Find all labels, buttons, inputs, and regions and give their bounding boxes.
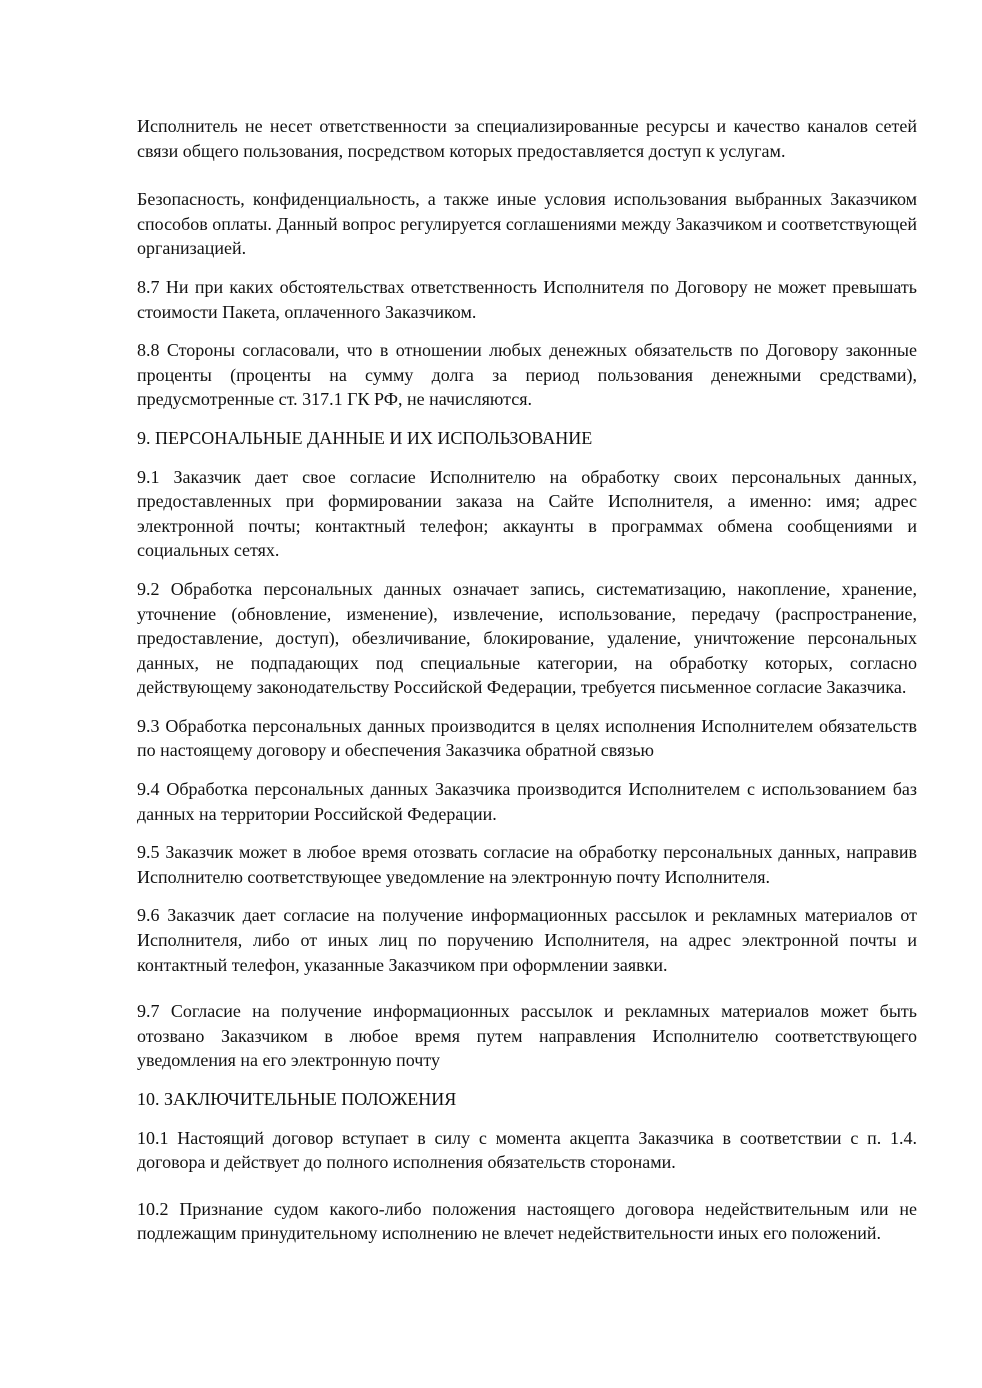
paragraph-9-6: 9.6 Заказчик дает согласие на получение информационных рассылок и рекламных материалов от Исполнителя, либо от иных лиц по поручению Исполнителя, на адрес электронной почты и контактный телефон, указанные Заказчиком при оформлении заявки. — [137, 905, 917, 975]
paragraph-8-8: 8.8 Стороны согласовали, что в отношении любых денежных обязательств по Договору законные проценты (проценты на сумму долга за период пользования денежными средствами), предусмотренные ст. 317.1 ГК РФ, не начисляются. — [137, 340, 917, 410]
paragraph-liability-channels: Исполнитель не несет ответственности за специализированные ресурсы и качество каналов сетей связи общего пользования, посредством которых предоставляется доступ к услугам. — [137, 116, 917, 161]
paragraph-9-7: 9.7 Согласие на получение информационных рассылок и рекламных материалов может быть отозвано Заказчиком в любое время путем направления Исполнителю соответствующего уведомления на его электронную почту — [137, 1001, 917, 1071]
section-heading-9: 9. ПЕРСОНАЛЬНЫЕ ДАННЫЕ И ИХ ИСПОЛЬЗОВАНИЕ — [137, 427, 593, 448]
paragraph-9-2: 9.2 Обработка персональных данных означает запись, систематизацию, накопление, хранение, уточнение (обновление, изменение), извлечение, использование, передачу (распространение, предоставление, доступ), обезличивание, блокирование, удаление, уничтожение персональных данных, не подпадающих под специальные категории, на обработку которых, согласно действующему законодательству Российской Федерации, требуется письменное согласие Заказчика. — [137, 578, 917, 698]
paragraph-9-5: 9.5 Заказчик может в любое время отозвать согласие на обработку персональных данных, направив Исполнителю соответствующее уведомление на электронную почту Исполнителя. — [137, 842, 917, 887]
paragraph-9-1: 9.1 Заказчик дает свое согласие Исполнителю на обработку своих персональных данных, предоставленных при формировании заказа на Сайте Исполнителя, а именно: имя; адрес электронной почты; контактный телефон; аккаунты в программах обмена сообщениями и социальных сетях. — [137, 466, 917, 561]
paragraph-9-4: 9.4 Обработка персональных данных Заказчика производится Исполнителем с использованием баз данных на территории Российской Федерации. — [137, 779, 917, 824]
paragraph-10-2: 10.2 Признание судом какого-либо положения настоящего договора недействительным или не подлежащим принудительному исполнению не влечет недействительности иных его положений. — [137, 1198, 917, 1244]
paragraph-10-1: 10.1 Настоящий договор вступает в силу с момента акцепта Заказчика в соответствии с п. 1.4. договора и действует до полного исполнения обязательств сторонами. — [137, 1127, 917, 1173]
paragraph-9-3: 9.3 Обработка персональных данных производится в целях исполнения Исполнителем обязательств по настоящему договору и обеспечения Заказчика обратной связью — [137, 715, 917, 761]
paragraph-payment-security: Безопасность, конфиденциальность, а также иные условия использования выбранных Заказчиком способов оплаты. Данный вопрос регулируется соглашениями между Заказчиком и соответствующей организацией. — [137, 189, 917, 259]
section-heading-10: 10. ЗАКЛЮЧИТЕЛЬНЫЕ ПОЛОЖЕНИЯ — [137, 1089, 457, 1109]
paragraph-8-7: 8.7 Ни при каких обстоятельствах ответственность Исполнителя по Договору не может превышать стоимости Пакета, оплаченного Заказчиком. — [137, 276, 917, 322]
document-page — [137, 114, 917, 1260]
